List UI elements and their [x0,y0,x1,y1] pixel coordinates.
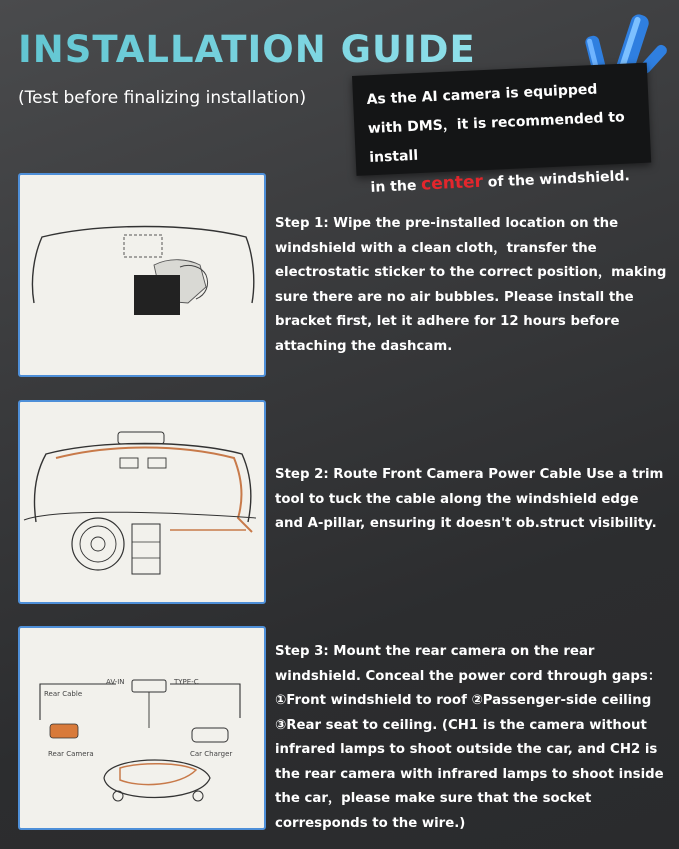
note-highlight: center [420,171,484,195]
label-rear-camera: Rear Camera [48,750,94,758]
step-1-illustration [18,173,266,377]
step-1-text: Step 1: Wipe the pre-installed location on the windshield with a clean cloth，transfer the electrostatic sticker to the correct position，making sure there are no air bubbles. Please install the bracket first, let it adhere for 12 hours before attaching the dashcam. [275,216,667,354]
step-2-text: Step 2: Route Front Camera Power Cable Use a trim tool to tuck the cable along the windshield edge and A-pillar, ensuring it doesn't ob.struct visibility. [275,467,664,531]
label-car-charger: Car Charger [190,750,233,758]
step-3-illustration [18,626,266,830]
note-text [366,73,651,203]
label-av-in: AV-IN [106,678,125,686]
page-subtitle: (Test before finalizing installation) [18,88,307,108]
page-title: INSTALLATION GUIDE [18,28,476,71]
note-line-3: in the center of the windshield. [370,168,631,196]
note-line-1: As the AI camera is equipped [366,81,598,108]
step-3-text: Step 3: Mount the rear camera on the rear windshield. Conceal the power cord through gaps：①Front windshield to roof ②Passenger-side ceiling ③Rear seat to ceiling. (CH1 is the camera without infrared lamps to shoot outside the car, and CH2 is the rear camera with infrared lamps to shoot inside the car，please make sure that the socket corresponds to the wire.) [275,644,664,831]
step-2-illustration [18,400,266,604]
label-type-c: TYPE-C [174,678,199,686]
label-rear-cable: Rear Cable [44,690,83,698]
note-line-2: with DMS，it is recommended to install [367,109,626,166]
